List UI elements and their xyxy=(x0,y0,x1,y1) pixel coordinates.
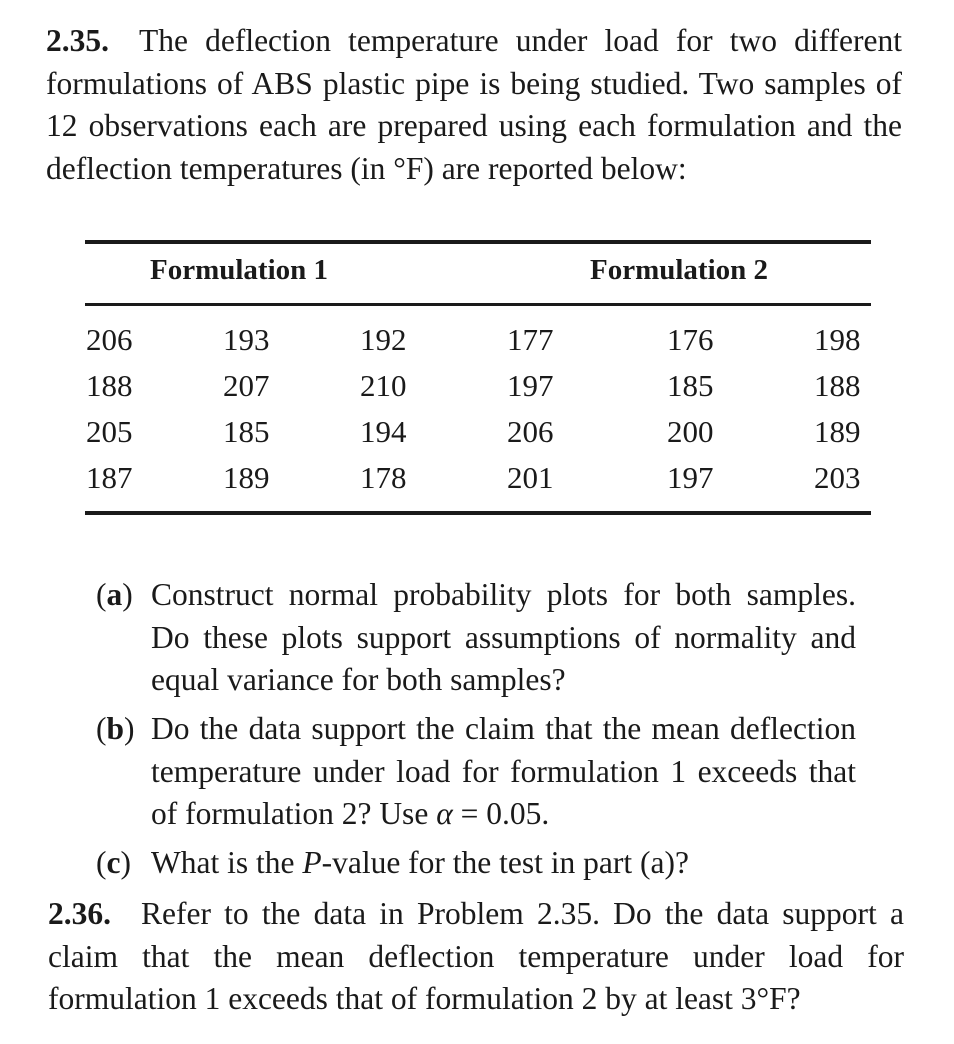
header-formulation-1: Formulation 1 xyxy=(150,254,329,286)
problem-text: Refer to the data in Problem 2.35. Do the data support a claim that the mean deflection temperature under load for formulation 1 exceeds that of formulation 2 by at least 3°F? xyxy=(48,896,904,1016)
problem-number: 2.36. xyxy=(48,896,111,931)
problem-2-35 xyxy=(46,20,902,190)
problem-number: 2.35. xyxy=(46,23,109,58)
table-cell: 197 xyxy=(507,368,554,403)
table-cell: 189 xyxy=(814,414,861,449)
part-a-label: (a) xyxy=(96,577,133,612)
table-cell: 198 xyxy=(814,322,861,357)
table-cell: 185 xyxy=(667,368,714,403)
table-cell: 197 xyxy=(667,460,714,495)
table-cell: 185 xyxy=(223,414,270,449)
part-a-text: Construct normal probability plots for both samples. Do these plots support assumptions of normality and equal variance for both samples? xyxy=(151,577,856,697)
part-b xyxy=(96,708,908,838)
problem-text: The deflection temperature under load for two different formulations of ABS plastic pipe is being studied. Two samples of 12 observations each are prepared using each formulation and the deflection temperatures (in °F) are reported below: xyxy=(46,23,902,186)
table-cell: 192 xyxy=(360,322,407,357)
part-a xyxy=(96,574,908,704)
table-rule-header xyxy=(85,303,871,306)
table-cell: 188 xyxy=(814,368,861,403)
table-rule-top xyxy=(85,240,871,244)
table-cell: 205 xyxy=(86,414,133,449)
part-c xyxy=(96,842,908,886)
table-cell: 206 xyxy=(507,414,554,449)
alpha-symbol: α xyxy=(436,796,453,831)
table-rule-bottom xyxy=(85,511,871,515)
problem-2-36 xyxy=(48,893,904,1021)
header-formulation-2: Formulation 2 xyxy=(590,254,769,286)
table-cell: 203 xyxy=(814,460,861,495)
table-cell: 210 xyxy=(360,368,407,403)
table-cell: 207 xyxy=(223,368,270,403)
table-cell: 189 xyxy=(223,460,270,495)
p-symbol: P xyxy=(302,845,322,880)
table-cell: 206 xyxy=(86,322,133,357)
part-b-text: Do the data support the claim that the mean deflection temperature under load for formulation 1 exceeds that of formulation 2? Use α = 0.05. xyxy=(151,711,856,831)
part-c-label: (c) xyxy=(96,845,131,880)
part-c-text: What is the P-value for the test in part (a)? xyxy=(151,845,689,880)
table-cell: 177 xyxy=(507,322,554,357)
table-cell: 201 xyxy=(507,460,554,495)
table-cell: 200 xyxy=(667,414,714,449)
table-cell: 188 xyxy=(86,368,133,403)
part-b-label: (b) xyxy=(96,711,135,746)
table-cell: 193 xyxy=(223,322,270,357)
table-cell: 176 xyxy=(667,322,714,357)
table-cell: 178 xyxy=(360,460,407,495)
table-cell: 194 xyxy=(360,414,407,449)
table-cell: 187 xyxy=(86,460,133,495)
